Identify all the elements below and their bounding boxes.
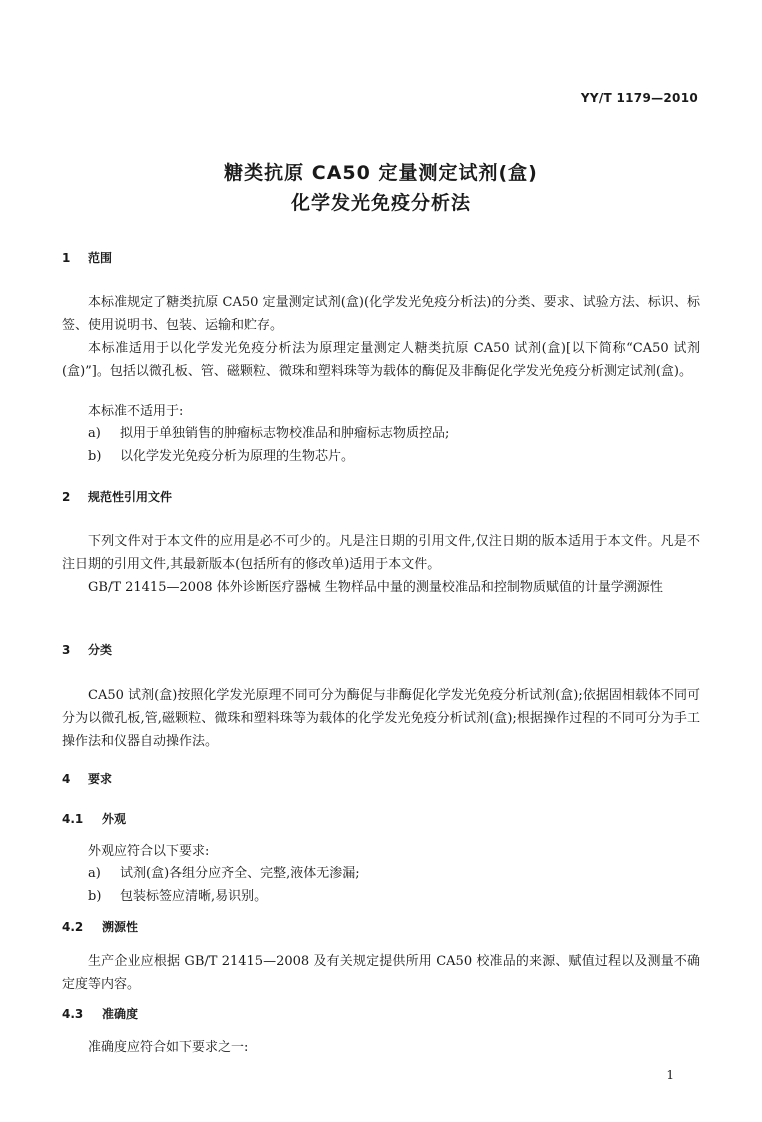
section-2-reference: GB/T 21415—2008 体外诊断医疗器械 生物样品中量的测量校准品和控制物质赋值的计量学溯源性 — [88, 580, 663, 595]
section-2-paragraph-1: 下列文件对于本文件的应用是必不可少的。凡是注日期的引用文件,仅注日期的版本适用于本文件。凡是不注日期的引用文件,其最新版本(包括所有的修改单)适用于本文件。 — [62, 534, 700, 572]
section-4-1-heading — [62, 810, 126, 827]
standard-code: YY/T 1179—2010 — [580, 91, 698, 105]
list-item-text: 以化学发光免疫分析为原理的生物芯片。 — [120, 449, 355, 464]
section-4-2-heading — [62, 918, 138, 935]
section-1-list-item-a — [88, 422, 449, 445]
document-title-line2: 化学发光免疫分析法 — [290, 192, 471, 214]
section-3-paragraph-1: CA50 试剂(盒)按照化学发光原理不同可分为酶促与非酶促化学发光免疫分析试剂(盒);依据固相载体不同可分为以微孔板,管,磁颗粒、微珠和塑料珠等为载体的化学发光免疫分析试剂(盒);根据操作过程的不同可分为手工操作法和仪器自动操作法。 — [62, 688, 700, 749]
section-title: 溯源性 — [102, 920, 139, 934]
list-item-text: 试剂(盒)各组分应齐全、完整,液体无渗漏; — [120, 866, 360, 881]
list-item-text: 包装标签应清晰,易识别。 — [120, 889, 268, 904]
list-marker: b) — [88, 449, 102, 464]
section-1-list-item-b — [88, 445, 354, 468]
section-number: 3 — [62, 643, 71, 657]
section-number: 4 — [62, 772, 71, 786]
section-1-paragraph-3: 本标准不适用于: — [88, 404, 184, 419]
document-title-line1: 糖类抗原 CA50 定量测定试剂(盒) — [224, 162, 538, 184]
section-title: 要求 — [88, 772, 113, 786]
page-number: 1 — [666, 1068, 674, 1082]
section-title: 准确度 — [102, 1007, 139, 1021]
list-marker: b) — [88, 889, 102, 904]
section-1-heading — [62, 249, 112, 266]
section-2-heading — [62, 488, 172, 505]
section-4-heading — [62, 770, 112, 787]
list-marker: a) — [88, 866, 101, 881]
section-number: 4.1 — [62, 812, 84, 826]
section-4-1-list-item-b — [88, 885, 267, 908]
section-1-paragraph-2: 本标准适用于以化学发光免疫分析法为原理定量测定人糖类抗原 CA50 试剂(盒)[以下简称“CA50 试剂(盒)”]。包括以微孔板、管、磁颗粒、微珠和塑料珠等为载体的酶促及非酶促化学发光免疫分析测定试剂(盒)。 — [62, 341, 700, 379]
section-4-3-paragraph-1: 准确度应符合如下要求之一: — [88, 1040, 249, 1055]
list-item-text: 拟用于单独销售的肿瘤标志物校准品和肿瘤标志物质控品; — [120, 426, 450, 441]
section-title: 规范性引用文件 — [88, 490, 173, 504]
section-title: 范围 — [88, 251, 113, 265]
section-number: 4.3 — [62, 1007, 84, 1021]
section-4-1-paragraph-1: 外观应符合以下要求: — [88, 844, 210, 859]
section-3-heading — [62, 641, 112, 658]
list-marker: a) — [88, 426, 101, 441]
section-number: 4.2 — [62, 920, 84, 934]
section-number: 2 — [62, 490, 71, 504]
section-title: 外观 — [102, 812, 127, 826]
section-4-3-heading — [62, 1005, 138, 1022]
section-1-paragraph-1: 本标准规定了糖类抗原 CA50 定量测定试剂(盒)(化学发光免疫分析法)的分类、要求、试验方法、标识、标签、使用说明书、包装、运输和贮存。 — [62, 295, 700, 333]
section-number: 1 — [62, 251, 71, 265]
section-title: 分类 — [88, 643, 113, 657]
section-4-2-paragraph-1: 生产企业应根据 GB/T 21415—2008 及有关规定提供所用 CA50 校准品的来源、赋值过程以及测量不确定度等内容。 — [62, 954, 700, 992]
section-4-1-list-item-a — [88, 862, 360, 885]
